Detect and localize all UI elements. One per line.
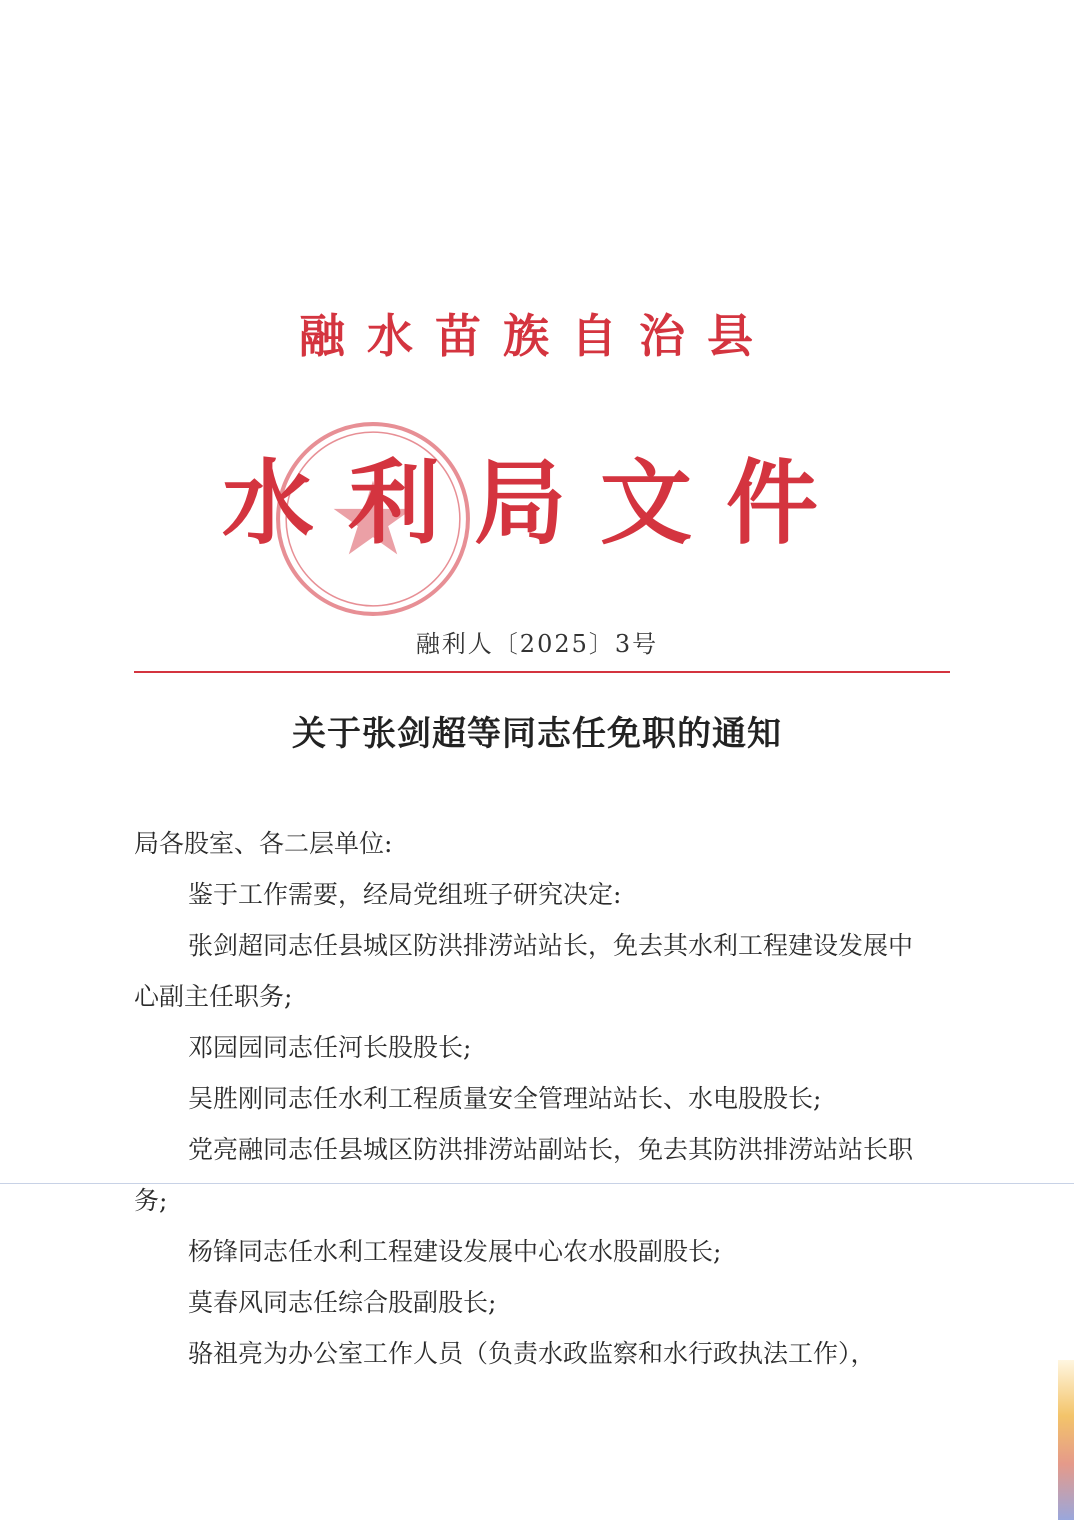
- body-paragraph: 莫春风同志任综合股副股长;: [188, 1288, 497, 1317]
- body-paragraph: 吴胜刚同志任水利工程质量安全管理站站长、水电股股长;: [188, 1084, 822, 1113]
- body-paragraph: 骆祖亮为办公室工作人员（负责水政监察和水行政执法工作），: [188, 1339, 876, 1368]
- document-type-heading: 水利局文件: [221, 449, 852, 557]
- body-paragraph: 邓园园同志任河长股股长;: [188, 1033, 472, 1062]
- document-number: 融利人〔2025〕3号: [415, 630, 659, 658]
- body-paragraph: 党亮融同志任县城区防洪排涝站副站长，免去其防洪排涝站站长职务;: [134, 1135, 914, 1215]
- red-divider-line: [134, 671, 950, 673]
- salutation: 局各股室、各二层单位:: [134, 829, 393, 858]
- notice-title: 关于张剑超等同志任免职的通知: [292, 714, 782, 754]
- scan-edge-color-strip: [1058, 1360, 1074, 1520]
- notice-body: [134, 818, 934, 1379]
- body-paragraph: 张剑超同志任县城区防洪排涝站站长，免去其水利工程建设发展中心副主任职务;: [134, 931, 914, 1011]
- issuing-organization: 融水苗族自治县: [299, 309, 775, 363]
- body-paragraph: 鉴于工作需要，经局党组班子研究决定:: [188, 880, 622, 909]
- body-paragraph: 杨锋同志任水利工程建设发展中心农水股副股长;: [188, 1237, 722, 1266]
- scan-artifact-line: [0, 1183, 1074, 1184]
